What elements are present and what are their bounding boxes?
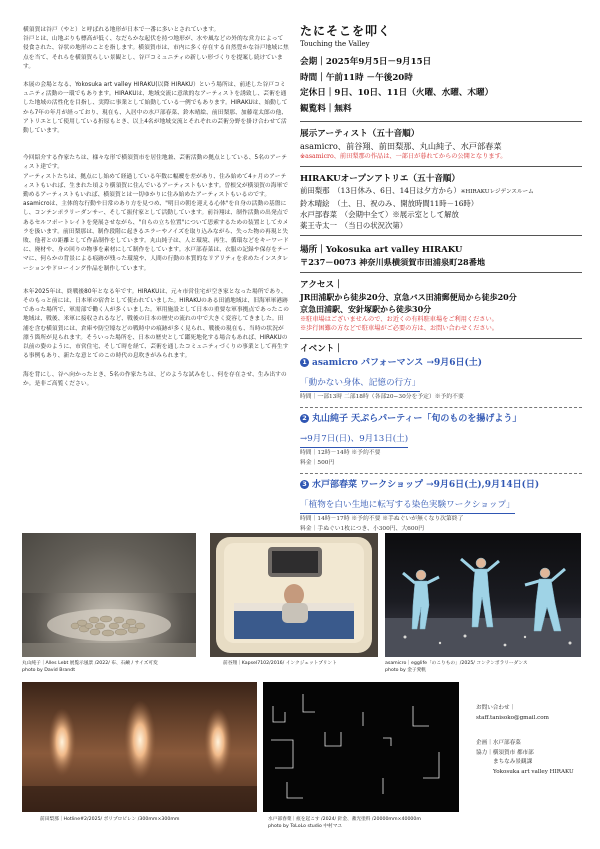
divider [300,272,582,273]
dancers-image [385,533,581,657]
intro-paragraph: 本展の会場となる、Yokosuka art valley HIRAKU(以降 HIRAKU）という場所は、前述した谷戸コミュニティ活動の一環でもあります。HIRAKUは、地域交流に意欲的なアーティストを誘致し、芸術を通した地域の活性化を目指し、実際に事業として始動している一例でもあります。HIRAKUは、始動してから7年の年月が経っており、現在も、入居中の水戸部春菜、鈴木晴絵、前田梨那、加藤竜太郎の他、アトリエとして使用している折原もとき、以上4名が地域交流とそれぞれの芸術分野を掛け合わせて活動しています。 [23,82,288,135]
caption: 丸山純子｜Alles Lebt 展覧示風景 /2022/ 布、石鹸 / サイズ可変 photo by David Brandt [22,661,158,673]
info-block [300,55,582,117]
venue: 場所｜Yokosuka art valley HIRAKU [300,244,463,255]
photo-asamicro-dance [385,533,581,657]
coop-credit: 協力｜横須賀市 都市部 [476,749,534,756]
event-title: 「動かない身体、記憶の行方」 [300,377,420,392]
event-info-column [300,24,582,534]
photo-maruyama-installation [22,533,196,657]
wire-drawing-image [263,682,459,812]
open-atelier-list [300,185,582,231]
exhibit-artists-header: 展示アーティスト（五十音順） [300,129,420,139]
photo-mitobe-wire [263,682,459,812]
venue-address: 〒237－0073 神奈川県横須賀市田浦泉町28番地 [300,256,486,267]
capsule-image [210,533,378,657]
event-meta: 時間｜一部13時 二部18時（各部20−30分を予定）※予約不要 [300,393,464,400]
intro-paragraph: 海を背にし、谷へ向かったとき、5名の作家たちは、どのような試みをし、何を存在させ、生み出すのか。是非ご高覧ください。 [23,371,287,387]
stone-circle-image [22,533,196,657]
contact-block [476,704,596,777]
event-3: 3 水戸部春菜 ワークショップ →9月6日(土),9月14日(日) 「植物を白い生地に転写する染色実験ワークショップ」 時間｜14時－17時 ※予約不要 ※手ぬぐいが無くなり次第終了 料金｜手ぬぐい1枚につき、小300円、大600円 [300,479,582,534]
divider [300,338,582,339]
access-note: ※駐車場はございませんので、お近くの有料駐車場をご利用ください。 [300,315,498,323]
caption: 前谷翔｜Kapsel7102/2016/ インクジェットプリント [223,661,337,666]
open-atelier-row: 水戸部春菜 （会期中全て）※展示室として解放 [300,209,459,219]
open-atelier-row: 鈴木晴絵 （土、日、祝のみ、開放時間11時－16時） [300,198,479,208]
number-badge: 1 [300,358,309,367]
exhibit-artists: asamicro、前谷翔、前田梨那、丸山純子、水戸部春菜 [300,141,502,151]
caption: asamicro｜egglife「のこりもの」/2025/ コンテンポラリーダンス photo by 金子愛帆 [385,661,528,673]
coop-credit: Yokosuka art valley HIRAKU [493,768,574,775]
event-meta: 時間｜12時－14時 ※予約不要 [300,449,381,456]
intro-paragraph: 谷戸とは、山地ぶりも標高が低く、なだらかな起伏を持つ地形が、水や風などの外的な営力によって侵食された、谷状の地形のことを指します。横須賀市は、市内に多く存在する自然豊かな谷戸地域に焦点を当て、それらを横須賀らしい景観とし、谷戸コミュニティの新しい形づくりを提案し続けています。 [23,36,289,70]
divider [300,473,582,474]
event-meta: 料金｜手ぬぐい1枚につき、小300円、大600円 [300,525,425,532]
divider [300,121,582,122]
event-dates: →9月7日(日)、9月13日(土) [300,433,408,448]
event-title: 「植物を白い生地に転写する染色実験ワークショップ」 [300,499,515,514]
open-atelier-row: 薬王寺太一 （当日の状況次第） [300,220,408,230]
exhibition-subtitle: Touching the Valley [300,40,370,48]
event-2: 2 丸山純子 天ぷらパーティー「旬のものを揚げよう」 →9月7日(日)、9月13日(土) 時間｜12時－14時 ※予約不要 料金｜500円 [300,413,582,468]
divider [300,166,582,167]
access-header: アクセス｜ [300,279,343,290]
intro-paragraph: 今回紹介する作家たちは、様々な形で横須賀市を居住地兼、芸術活動の拠点としている、5名のアーティスト達です。 [23,155,287,171]
divider [300,235,582,236]
intro-text [23,26,289,398]
number-badge: 2 [300,414,309,423]
intro-paragraph: 横須賀は谷戸（やと）と呼ばれる地形が日本で一番に多いとされています。 [23,27,220,33]
access-line: JR田浦駅から徒歩20分、京急バス田浦郵便局から徒歩20分 [300,291,517,302]
info-closed: 定休日｜9日、10日、11日（火曜、水曜、木曜） [300,88,494,98]
events-header: イベント｜ [300,343,343,354]
exhibition-title: たにそこを叩く [300,24,392,38]
contact-label: お問い合わせ｜ [476,705,516,711]
info-hours: 時間｜午前11時 －午後20時 [300,72,413,83]
caption: 前田梨那｜Hotline#2/2025/ ポリプロピレン /300mm×300mm [40,817,180,822]
plan-credit: 企画｜水戸部春菜 [476,740,521,746]
glow-objects-image [22,682,257,812]
caption: 水戸部春菜｜痕を起こす /2024/ 針金、蓄光塗料 /20000mm×40000m photo by ToLoLo studio 中村マユ [268,817,421,829]
intro-paragraph: 本年2025年は、終戦後80年となる年です。HIRAKUは、元々市営住宅が空き家となった場所であり、そのもっと前には、日本軍の宿舎として使われていました。HIRAKUのある田浦地域は、旧海軍軍港跡であった場所で、軍需部で働く人が多くいました。軍用施設として日本の重要な軍事拠点であったこの地域は、戦後、米軍に接収されるなど、戦後の日本の歴史の流れの中で大きく変容してきました。田浦を含む横須賀には、倉庫や防空壕などの戦時中の痕跡が多く見られ、戦後の現在も、当時の状況が漂う箇所が見られます。そういった場所を、日本の歴史として鑑死地化する場合もあれば、HIRAKUの以前の姿のように、市営住宅、そして時を経て、芸術を通したコミュニティづくりの事業として再生する事例もあり、新たな意とてのこの時代の息吹きがみられます。 [23,288,289,360]
number-badge: 3 [300,480,309,489]
access-note: ※歩行困難の方などで駐車場がご必要の方は、お問い合わせください。 [300,325,498,332]
contact-email[interactable]: staff.tanisoko@gmail.com [476,714,549,721]
divider [300,407,582,408]
open-atelier-row: 前田梨那 （13日休み、6日、14日は夕方から）※HIRAKUレジデンスルーム [300,185,534,195]
info-fee: 観覧料｜無料 [300,103,352,114]
event-meta: 料金｜500円 [300,459,335,466]
photo-maeda-hotline [22,682,257,812]
coop-credit: まちなみ景観課 [493,759,533,765]
photo-maetani-capsule [210,533,378,657]
info-period: 会期｜2025年9月5日－9月15日 [300,57,432,67]
open-atelier-header: HIRAKUオープンアトリエ（五十音順） [300,173,460,184]
intro-paragraph: asamicroは、主体的な行動や日常のあり方を見つめ、"明日の朝を迎える心体"を自身の活動の基盤にし、コンテンポラリーダンサー、そして振付家として活動しています。前谷翔は、制作活動の出発点であるセルフポートレイトを発展させながら、"自らの立ち位置"について思索するための装置としてカメラを扱います。前田梨那は、制作段階に起きるエラーやノイズを取り込みながら、失った物の再現と失敗、他者との距離として作品制作をしています。丸山純子は、人と環境、再生、循環などをキーワードに、廃材や、身の回りの物事を素材にして制作をしています。水戸部春菜は、衣服の記録や保存をテーマに、何らかの背景による痕跡が残った環境や、人間の行動の本質的なリアリティを求めたインスタレーションやドローイング作品を制作しています。 [23,201,289,272]
event-1: 1 asamicro パフォーマンス →9月6日(土) 「動かない身体、記憶の行方」 時間｜一部13時 二部18時（各部20−30分を予定）※予約不要 [300,357,582,402]
event-meta: 時間｜14時－17時 ※予約不要 ※手ぬぐいが無くなり次第終了 [300,515,464,522]
exhibit-note: ※asamicro、前田梨那の作品は、一部日が暮れてからの公開となります。 [300,153,507,160]
intro-paragraph: アーティストたちは、拠点にし始めて経過している年数に幅曖を差があり、住み始めて4ヶ月のアーティストもいれば、生まれた頃より横須賀に住んでいるアーティストもいます。曽根父が横須賀の海軍で勤めるアーティストもいれば、横須賀とは一切ゆかりに住み始めたアーティストもいるのです。 [23,173,289,199]
access-line: 京急田浦駅、安針塚駅から徒歩30分 [300,303,432,314]
